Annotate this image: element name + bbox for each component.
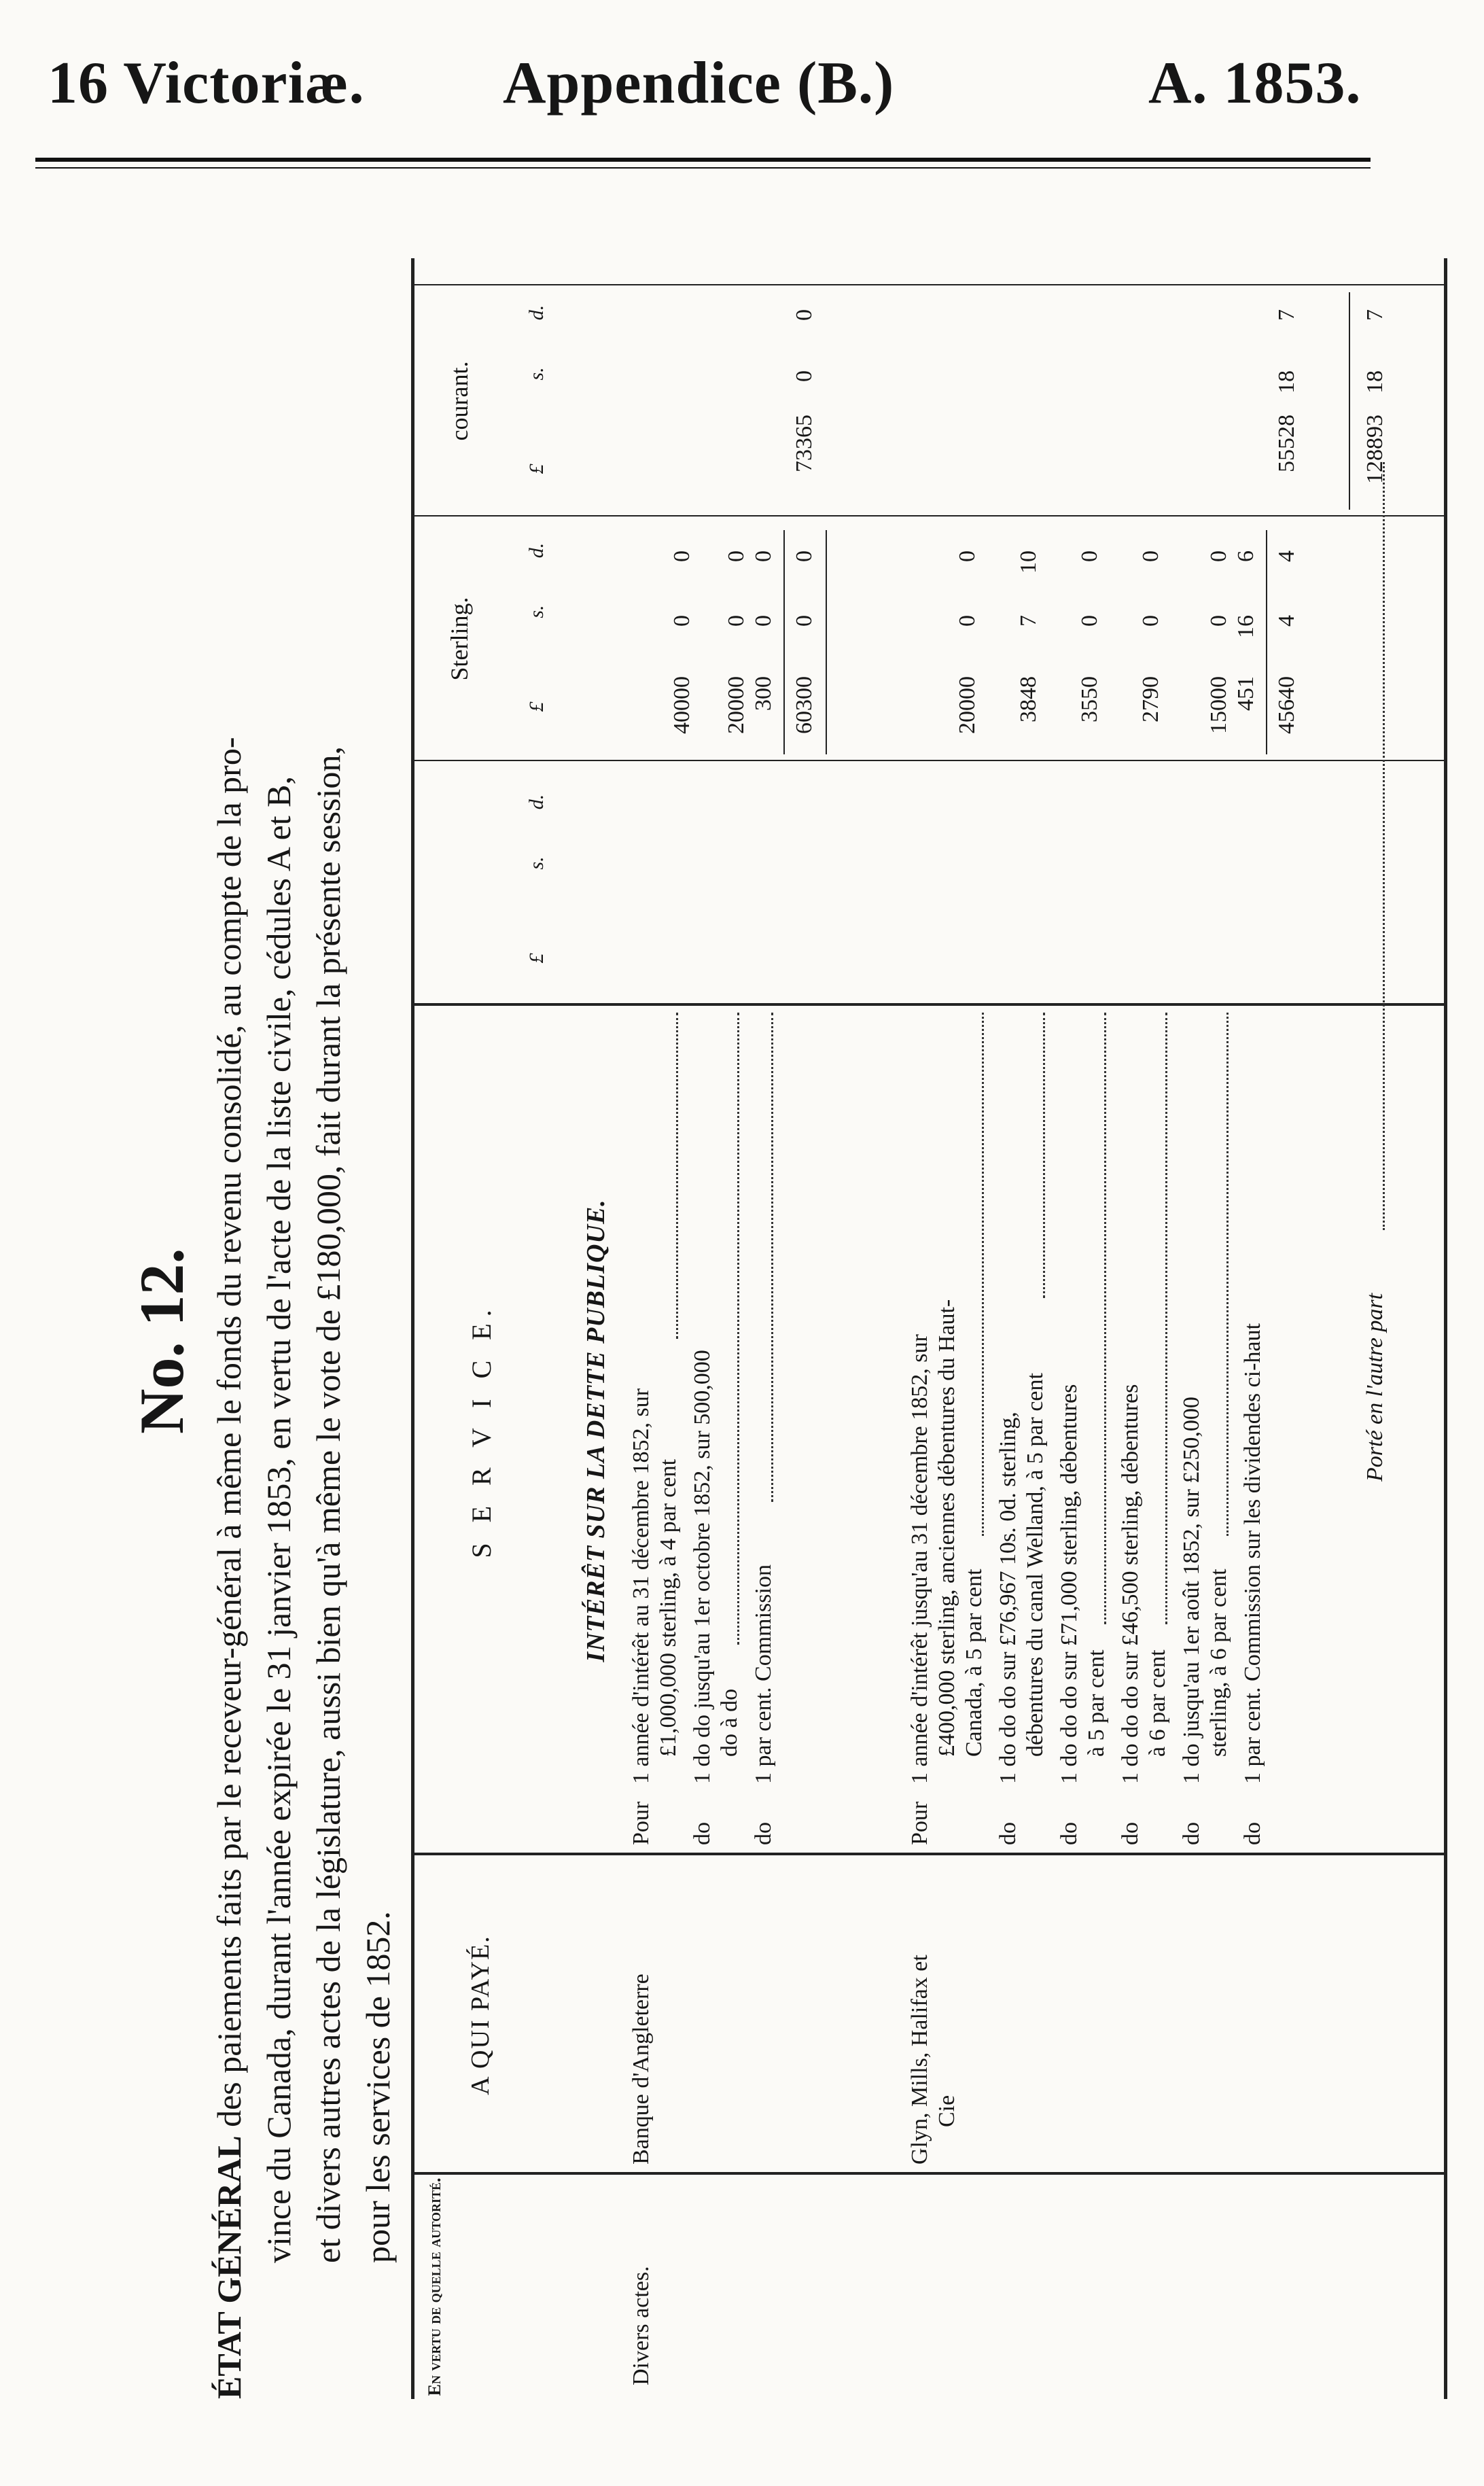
header-center: Appendice (B.) (503, 50, 895, 116)
row-5-prefix: do (995, 1822, 1021, 1845)
header-rule-thin (35, 167, 1371, 169)
row-4-sterling-pence: 0 (955, 550, 980, 562)
col-header-authority: En vertu de quelle autorité. (425, 2177, 444, 2396)
row-8-leader (1226, 1013, 1229, 1536)
row-9-prefix: do (1240, 1822, 1265, 1845)
row-5-leader (1043, 1013, 1045, 1298)
row-3-leader (771, 1013, 773, 1502)
authority-value: Divers actes. (629, 2266, 654, 2385)
row-7-prefix: do (1118, 1822, 1143, 1845)
row-3-line1: 1 par cent. Commission (751, 1564, 776, 1784)
row-4-line2: £400,000 sterling, anciennes débentures du Haut- (934, 1299, 959, 1757)
unit-pound-1: £ (525, 953, 548, 964)
row-9-sterling-pence: 6 (1233, 550, 1258, 562)
row-1-sterling-pence: 0 (669, 550, 694, 562)
col-header-payee: A QUI PAYÉ. (466, 1935, 495, 2095)
row-6-sterling-pounds: 3550 (1077, 676, 1102, 722)
carried-courant-pence: 7 (1362, 309, 1388, 321)
subtotal-1-courant-pence: 0 (792, 309, 817, 321)
row-6-sterling-pence: 0 (1077, 550, 1102, 562)
row-9-sterling-pounds: 451 (1233, 676, 1258, 711)
row-7-line2: à 6 par cent (1145, 1649, 1170, 1757)
section-heading: INTÉRÊT SUR LA DETTE PUBLIQUE. (582, 1199, 610, 1662)
carried-forward-leader (1383, 462, 1385, 1230)
intro-lead: ÉTAT GÉNÉRAL (210, 2135, 248, 2399)
row-3-sterling-shillings: 0 (751, 615, 776, 627)
subtotal-1-courant-pounds: 73365 (792, 415, 817, 472)
intro-line-1: des paiements faits par le receveur-général à même le fonds du revenu consolidé, au compte de la pro- (210, 737, 248, 2136)
subtotal-2-sterling-shillings: 4 (1274, 615, 1299, 627)
col-sep-authority (411, 2172, 1447, 2175)
row-3-sterling-pounds: 300 (751, 676, 776, 711)
row-5-line1: 1 do do do sur £76,967 10s. 0d. sterling, (995, 1412, 1021, 1784)
subtotal-1-sterling-pounds: 60300 (792, 676, 817, 734)
subtotal-1-sterling-pence: 0 (792, 550, 817, 562)
rotated-page (126, 258, 1447, 2399)
row-6-line2: à 5 par cent (1084, 1649, 1109, 1757)
unit-pence-3: d. (525, 304, 548, 321)
intro-line-2: vince du Canada, durant l'année expirée le 31 janvier 1853, en vertu de l'acte de la liste civile, cédules A et B, (260, 775, 298, 2263)
header-right: A. 1853. (1148, 50, 1362, 116)
row-9-line1: 1 par cent. Commission sur les dividendes ci-haut (1240, 1323, 1265, 1784)
carried-courant-shillings: 18 (1362, 370, 1388, 393)
table-top-rule (411, 258, 414, 2399)
intro-line-3: et divers autres actes de la législature, aussi bien qu'à même le vote de £180,000, fait durant la présente session, (309, 746, 347, 2263)
document-number: No. 12. (127, 1248, 196, 1434)
row-7-sterling-pounds: 2790 (1138, 676, 1163, 722)
carried-courant-pounds: 128893 (1362, 415, 1388, 484)
row-1-line2: £1,000,000 sterling, à 4 par cent (656, 1458, 681, 1757)
row-2-line1: 1 do do jusqu'au 1er octobre 1852, sur 500,000 (690, 1350, 715, 1784)
row-4-sterling-pounds: 20000 (955, 676, 980, 734)
subtotal-2-courant-pence: 7 (1274, 309, 1299, 321)
row-7-line1: 1 do do do sur £46,500 sterling, débentures (1118, 1384, 1143, 1784)
row-7-leader (1165, 1013, 1167, 1624)
row-2-line2: do à do (717, 1688, 742, 1757)
row-4-leader (982, 1013, 984, 1536)
row-2-prefix: do (690, 1822, 715, 1845)
col-sep-service (411, 1003, 1447, 1006)
row-1-leader (676, 1013, 678, 1339)
row-8-sterling-pounds: 15000 (1206, 676, 1231, 734)
row-9-sterling-shillings: 16 (1233, 615, 1258, 638)
row-8-sterling-shillings: 0 (1206, 615, 1231, 627)
row-2-sterling-shillings: 0 (724, 615, 749, 627)
unit-shilling-3: s. (525, 367, 548, 381)
row-5-line2: débentures du canal Welland, à 5 par cent (1023, 1373, 1048, 1757)
payments-table (411, 258, 1447, 2399)
row-2-sterling-pence: 0 (724, 550, 749, 562)
row-8-prefix: do (1179, 1822, 1204, 1845)
unit-pence-1: d. (525, 794, 548, 810)
col-sep-payee (411, 1853, 1447, 1855)
row-6-prefix: do (1057, 1822, 1082, 1845)
subtotal-2-rule (1266, 530, 1267, 754)
unit-pence-2: d. (525, 542, 548, 559)
col-header-courant: courant. (446, 361, 473, 441)
unit-pound-3: £ (525, 463, 548, 474)
row-5-sterling-pounds: 3848 (1016, 676, 1041, 722)
payee-glyn-mills-line2: Cie (934, 2095, 959, 2127)
subtotal-2-courant-shillings: 18 (1274, 370, 1299, 393)
row-2-sterling-pounds: 20000 (724, 676, 749, 734)
intro-line-4: pour les services de 1852. (359, 1911, 397, 2263)
unit-shilling-1: s. (525, 856, 548, 870)
subtotal-2-sterling-pounds: 45640 (1274, 676, 1299, 734)
subtotal-1-rule-below (826, 530, 827, 754)
row-1-sterling-shillings: 0 (669, 615, 694, 627)
row-1-prefix: Pour (629, 1801, 654, 1845)
subtotal-2-courant-pounds: 55528 (1274, 415, 1299, 472)
row-6-line1: 1 do do do sur £71,000 sterling, débentures (1057, 1384, 1082, 1784)
row-8-line1: 1 do jusqu'au 1er août 1852, sur £250,000 (1179, 1397, 1204, 1784)
unit-pound-2: £ (525, 701, 548, 712)
row-1-line1: 1 année d'intérêt au 31 décembre 1852, sur (629, 1388, 654, 1784)
table-bottom-rule (1444, 258, 1447, 2399)
row-7-sterling-pence: 0 (1138, 550, 1163, 562)
row-4-sterling-shillings: 0 (955, 615, 980, 627)
payee-bank-of-england: Banque d'Angleterre (629, 1974, 654, 2165)
col-header-service: S E R V I C E. (466, 1303, 497, 1558)
intro-paragraph (205, 258, 403, 2399)
row-7-sterling-shillings: 0 (1138, 615, 1163, 627)
row-5-sterling-shillings: 7 (1016, 615, 1041, 627)
row-1-sterling-pounds: 40000 (669, 676, 694, 734)
col-sep-courant (411, 284, 1447, 285)
row-8-line2: sterling, à 6 par cent (1206, 1569, 1231, 1757)
subtotal-1-sterling-shillings: 0 (792, 615, 817, 627)
row-4-prefix: Pour (907, 1801, 932, 1845)
row-5-sterling-pence: 10 (1016, 550, 1041, 574)
subtotal-2-sterling-pence: 4 (1274, 550, 1299, 562)
row-3-sterling-pence: 0 (751, 550, 776, 562)
payee-glyn-mills-line1: Glyn, Mills, Halifax et (907, 1955, 932, 2165)
col-header-sterling: Sterling. (446, 597, 473, 681)
subtotal-1-rule (783, 530, 785, 754)
row-3-prefix: do (751, 1822, 776, 1845)
subtotal-1-courant-shillings: 0 (792, 370, 817, 382)
row-4-line3: Canada, à 5 par cent (961, 1569, 987, 1757)
row-4-line1: 1 année d'intérêt jusqu'au 31 décembre 1852, sur (907, 1334, 932, 1784)
row-6-leader (1104, 1013, 1106, 1624)
carried-forward-label: Porté en l'autre part (1362, 1293, 1388, 1482)
header-rule (35, 158, 1371, 162)
row-2-leader (737, 1013, 739, 1645)
unit-shilling-2: s. (525, 605, 548, 618)
carried-rule (1349, 292, 1350, 510)
row-6-sterling-shillings: 0 (1077, 615, 1102, 627)
row-8-sterling-pence: 0 (1206, 550, 1231, 562)
header-left: 16 Victoriæ. (48, 50, 365, 116)
